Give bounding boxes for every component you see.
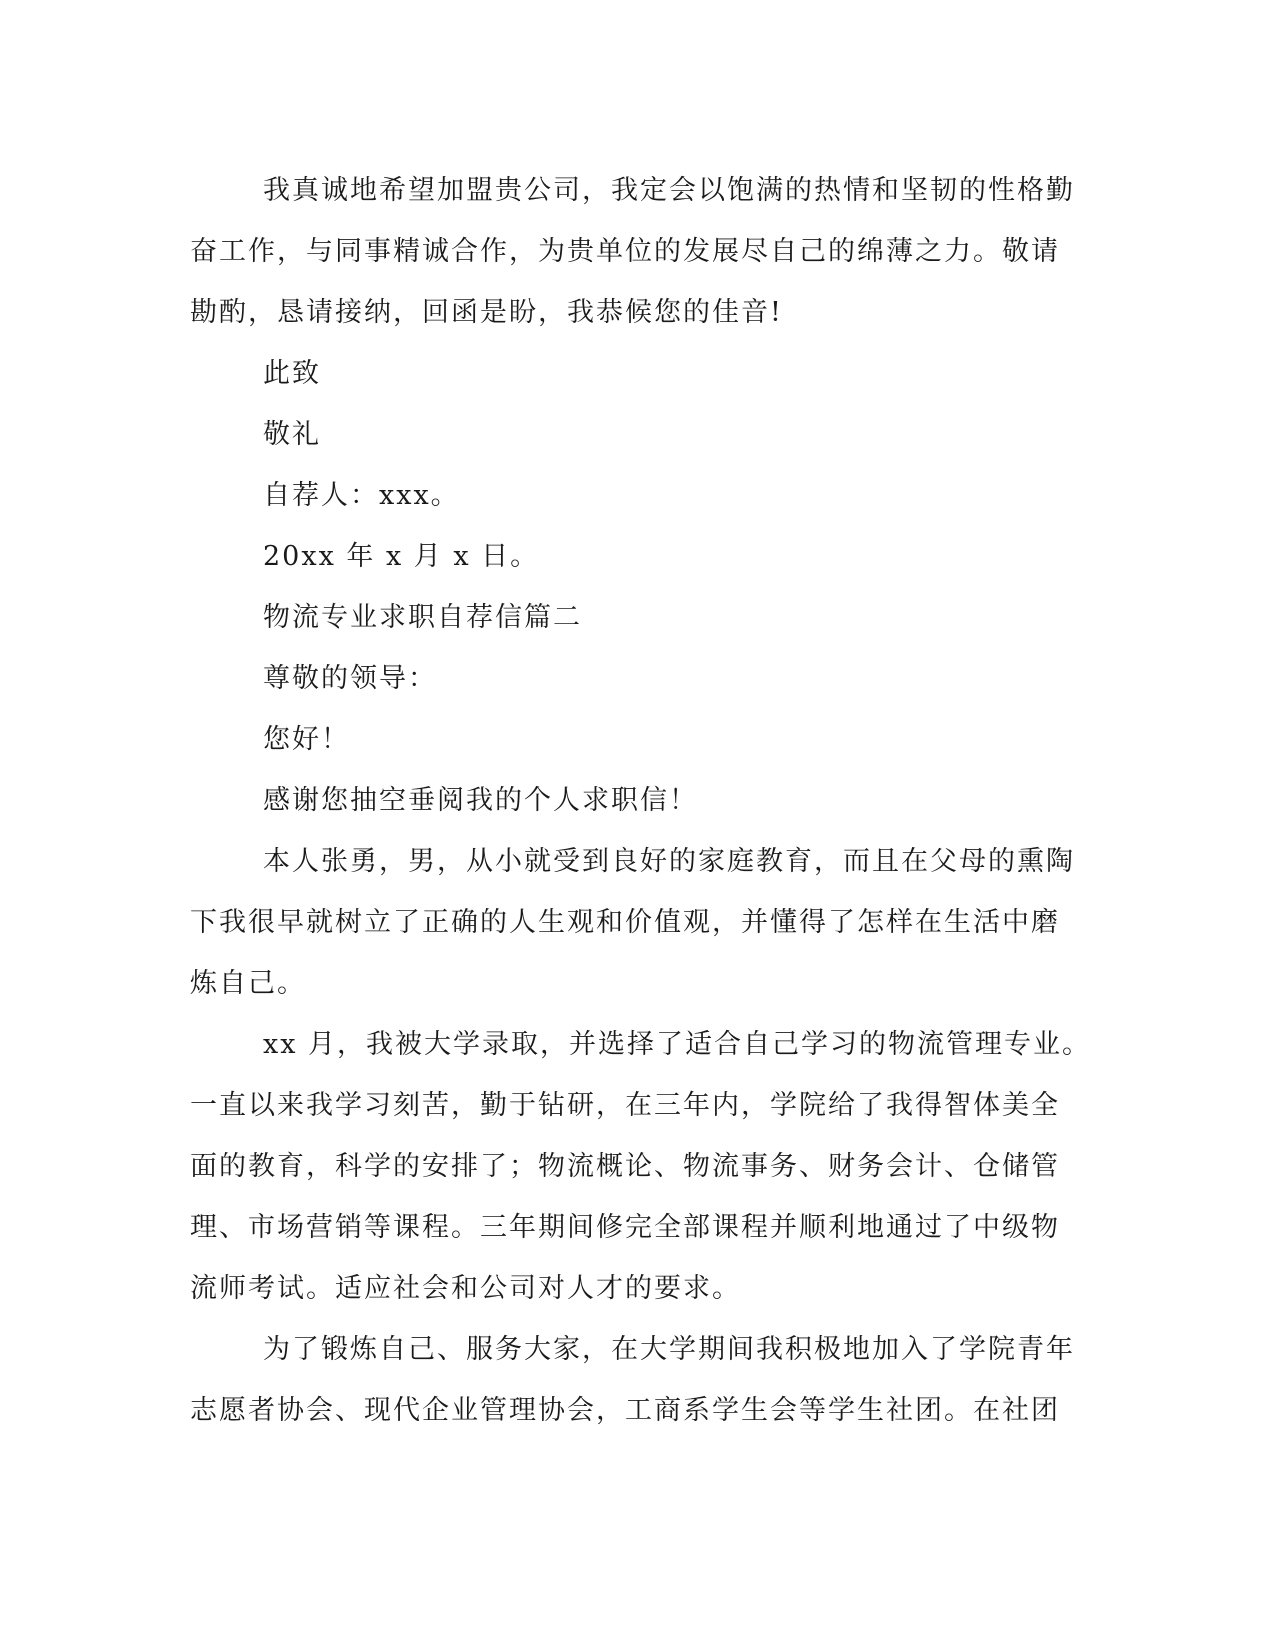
text-line: 奋工作，与同事精诚合作，为贵单位的发展尽自己的绵薄之力。敬请 <box>190 236 1060 267</box>
text-line: 面的教育，科学的安排了；物流概论、物流事务、财务会计、仓储管 <box>190 1151 1060 1182</box>
text-line: 下我很早就树立了正确的人生观和价值观，并懂得了怎样在生活中磨 <box>190 907 1060 938</box>
text-line: xx 月，我被大学录取，并选择了适合自己学习的物流管理专业。 <box>263 1029 1092 1060</box>
text-line: 志愿者协会、现代企业管理协会，工商系学生会等学生社团。在社团 <box>190 1395 1060 1426</box>
text-line: 为了锻炼自己、服务大家，在大学期间我积极地加入了学院青年 <box>263 1334 1075 1365</box>
text-line: 炼自己。 <box>190 968 306 999</box>
text-line: 理、市场营销等课程。三年期间修完全部课程并顺利地通过了中级物 <box>190 1212 1060 1243</box>
salutation: 尊敬的领导： <box>263 663 437 694</box>
closing-line-1: 此致 <box>263 358 321 389</box>
text-line: 流师考试。适应社会和公司对人才的要求。 <box>190 1273 741 1304</box>
signer-line: 自荐人：xxx。 <box>263 480 460 511</box>
closing-line-2: 敬礼 <box>263 419 321 450</box>
section-title: 物流专业求职自荐信篇二 <box>263 602 582 633</box>
text-line: 一直以来我学习刻苦，勤于钻研，在三年内，学院给了我得智体美全 <box>190 1090 1060 1121</box>
thanks-line: 感谢您抽空垂阅我的个人求职信！ <box>263 785 698 816</box>
document-body <box>190 160 1092 1441</box>
paragraph-education <box>190 1014 1092 1319</box>
paragraph-hope <box>190 160 1075 343</box>
text-line: 我真诚地希望加盟贵公司，我定会以饱满的热情和坚韧的性格勤 <box>263 175 1075 206</box>
date-line: 20xx 年 x 月 x 日。 <box>263 541 540 572</box>
text-line: 本人张勇，男，从小就受到良好的家庭教育，而且在父母的熏陶 <box>263 846 1075 877</box>
paragraph-background <box>190 831 1075 1014</box>
text-line: 勘酌，恳请接纳，回函是盼，我恭候您的佳音! <box>190 297 783 328</box>
greeting: 您好！ <box>263 724 350 755</box>
paragraph-activities <box>190 1319 1075 1441</box>
